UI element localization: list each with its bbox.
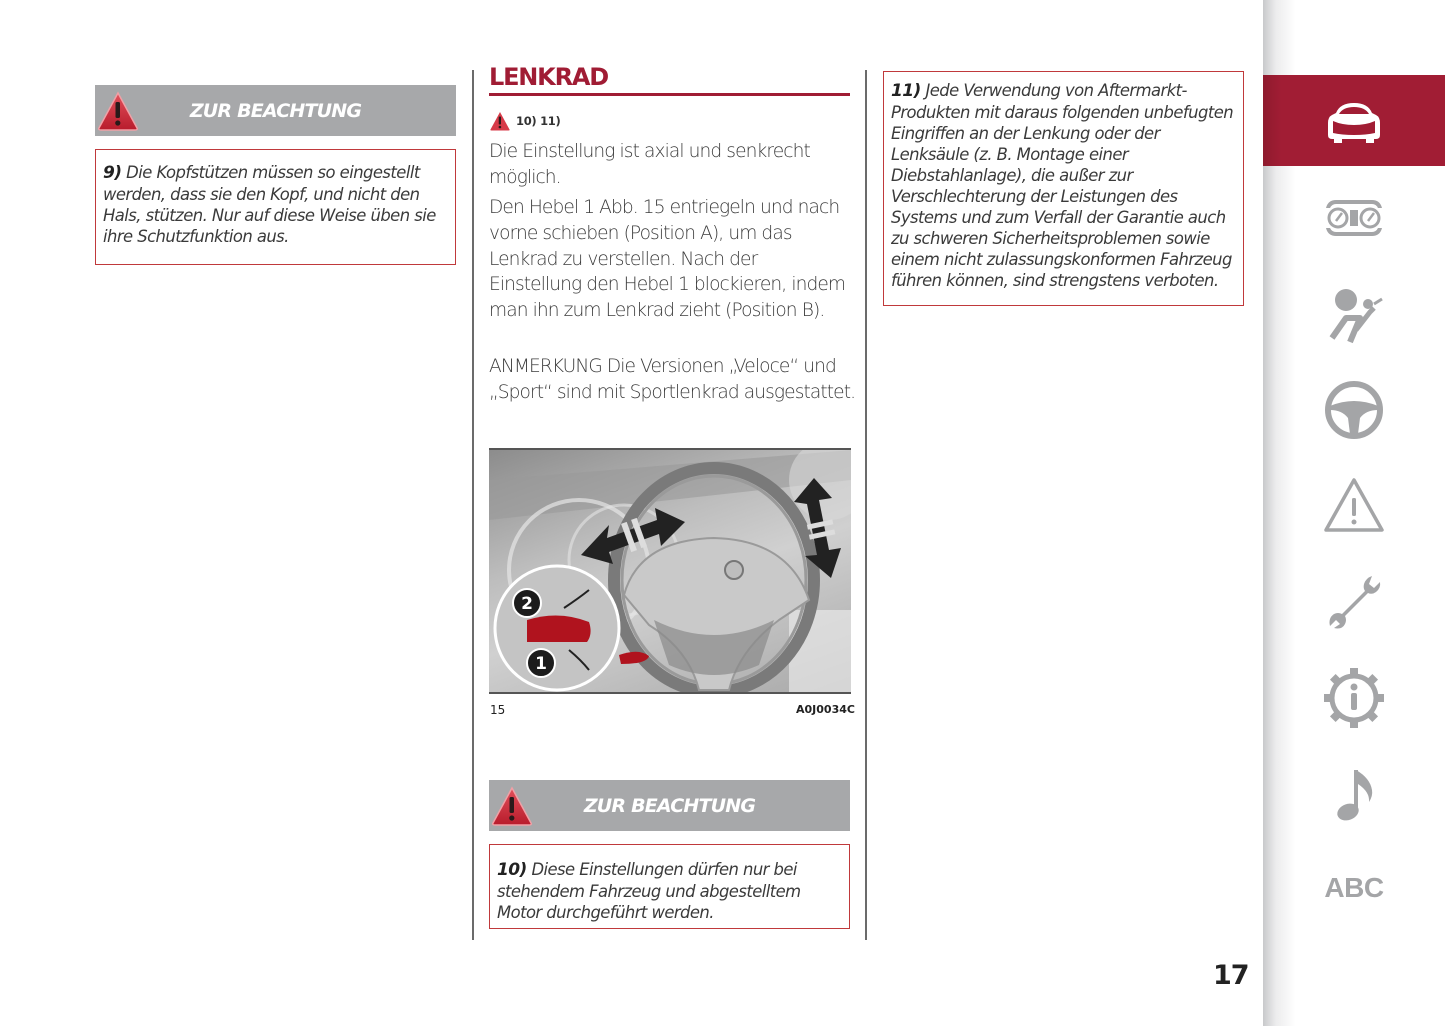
note-text: Jede Verwendung von Aftermarkt-Produkten mit daraus folgenden unbefugten Eingriffen an der Lenkung oder der Lenksäule (z. B. Montage einer Diebstahlanlage), die außer zur Verschlechterung der Leistungen des Systems und zum Verfall der Garantie auch zu schweren Sicherheitsproblemen sowie einem nicht zulassungskonformen Fahrzeug führen können, sind strengstens verboten. [891, 81, 1234, 290]
chapter-sidebar [1263, 0, 1445, 1026]
airbag-safety-icon [1322, 282, 1386, 346]
note-number: 11) [891, 81, 921, 101]
warning-references [489, 111, 560, 131]
sidebar-item-driving[interactable] [1263, 364, 1445, 456]
figure-number: 15 [490, 703, 506, 717]
sidebar-item-multimedia[interactable] [1263, 748, 1445, 840]
column-divider-right [865, 70, 867, 940]
sidebar-item-safety[interactable] [1263, 268, 1445, 360]
sidebar-item-emergency[interactable] [1263, 460, 1445, 552]
paragraph-2: Den Hebel 1 Abb. 15 entriegeln und nach vorne schieben (Position A), um das Lenkrad zu verstellen. Nach der Einstellung den Hebel 1 blockieren, indem man ihn zum Lenkrad zieht (Position B). [489, 197, 846, 322]
section-title-underline [489, 93, 850, 96]
sidebar-item-index[interactable] [1263, 842, 1445, 934]
warning-header-left [95, 85, 456, 136]
sidebar-item-technical-data[interactable] [1263, 652, 1445, 744]
steering-wheel-icon [1322, 378, 1386, 442]
sidebar-item-vehicle[interactable] [1263, 75, 1445, 166]
abc-index-label: ABC [1324, 872, 1384, 903]
wrench-icon [1322, 570, 1386, 634]
svg-text:2: 2 [521, 594, 533, 614]
column-divider-left [472, 70, 474, 940]
car-icon [1322, 89, 1386, 153]
warning-triangle-icon [97, 91, 139, 131]
sidebar-item-maintenance[interactable] [1263, 556, 1445, 648]
note-text: Diese Einstellungen dürfen nur bei stehendem Fahrzeug und abgestelltem Motor durchgeführt werden. [497, 860, 801, 922]
sidebar-item-instruments[interactable] [1263, 172, 1445, 264]
figure-code: A0J0034C [796, 703, 855, 716]
svg-text:1: 1 [535, 654, 547, 674]
warning-triangle-icon [491, 786, 533, 826]
paragraph-3: ANMERKUNG Die Versionen „Veloce“ und „Sport“ sind mit Sportlenkrad ausgestattet. [489, 356, 856, 403]
figure-steering-wheel [489, 448, 851, 694]
note-number: 9) [103, 163, 122, 183]
steering-wheel-illustration [489, 450, 851, 692]
page-number: 17 [1213, 960, 1249, 991]
music-note-icon [1322, 762, 1386, 826]
reference-numbers: 10) 11) [516, 114, 561, 128]
warning-triangle-icon [489, 111, 511, 131]
dashboard-instruments-icon [1322, 186, 1386, 250]
warning-triangle-icon [1322, 474, 1386, 538]
paragraph-1: Die Einstellung ist axial und senkrecht möglich. [489, 141, 810, 188]
safety-note-9 [95, 149, 456, 265]
technical-info-gear-icon [1322, 666, 1386, 730]
note-number: 10) [497, 860, 527, 880]
warning-title: ZUR BEACHTUNG [189, 99, 362, 122]
safety-note-11 [883, 71, 1244, 306]
warning-header-middle [489, 780, 850, 831]
section-title: LENKRAD [489, 63, 608, 91]
safety-note-10 [489, 844, 850, 929]
warning-title: ZUR BEACHTUNG [583, 794, 756, 817]
note-text: Die Kopfstützen müssen so eingestellt werden, dass sie den Kopf, und nicht den Hals, stützen. Nur auf diese Weise üben sie ihre Schutzfunktion aus. [103, 163, 436, 246]
